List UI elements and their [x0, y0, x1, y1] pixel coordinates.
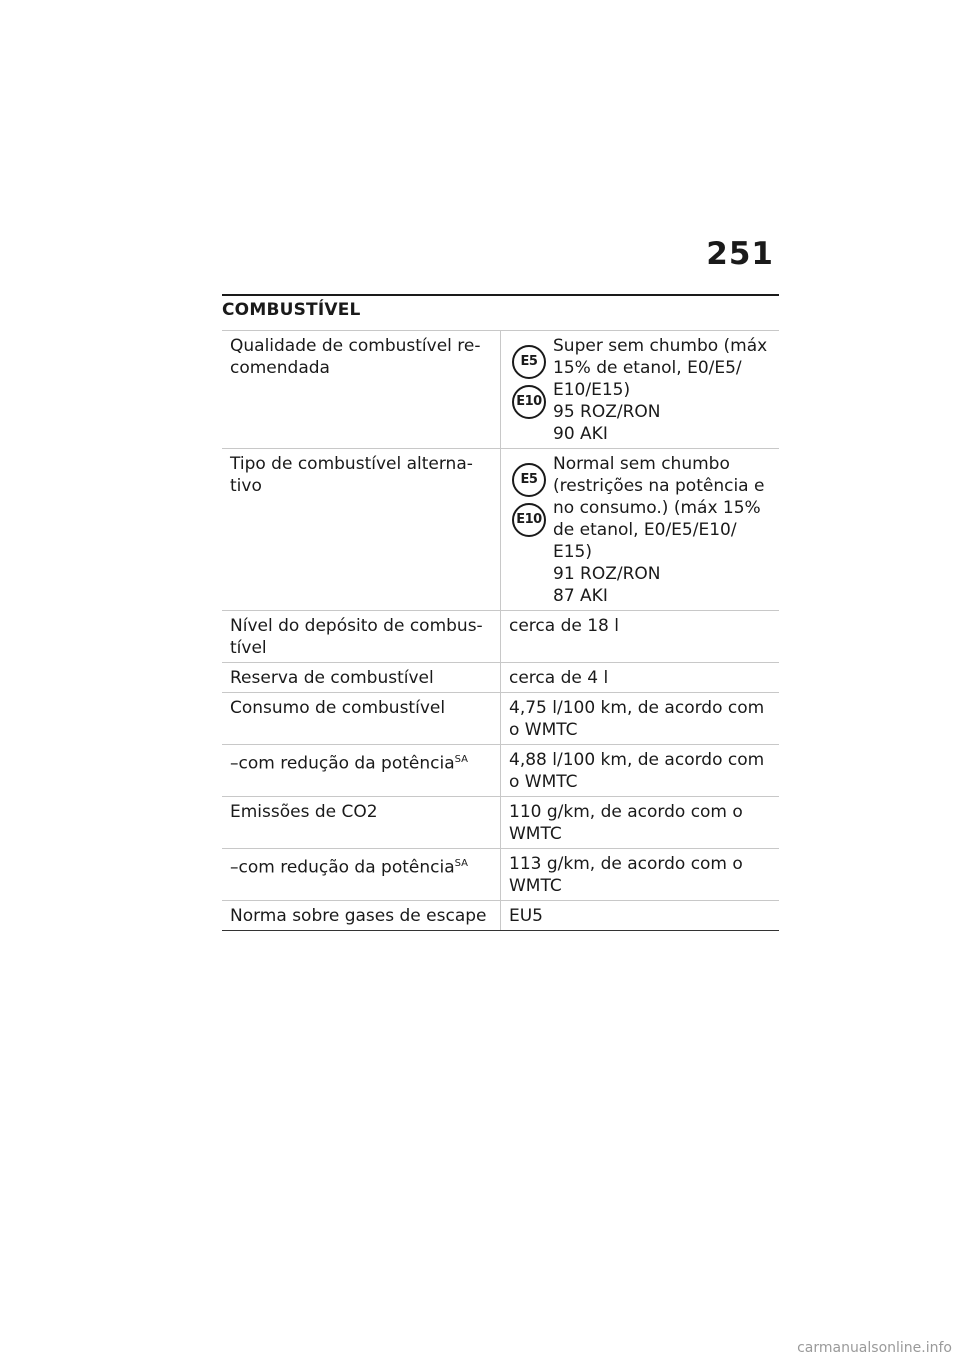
table-row — [222, 663, 779, 693]
table-row — [222, 611, 779, 663]
row-value: 4,75 l/100 km, de acordo com o WMTC — [501, 693, 780, 745]
row-label: –com redução da potência — [230, 753, 455, 774]
row-label: Nível do depósito de combus-tível — [222, 611, 501, 663]
row-value: 4,88 l/100 km, de acordo com o WMTC — [501, 745, 780, 797]
row-value: 110 g/km, de acordo com o WMTC — [501, 797, 780, 849]
table-row — [222, 901, 779, 931]
fuel-description: Normal sem chumbo (restrições na potência e no consumo.) (máx 15% de etanol, E0/E5/E10/ E15) 91 ROZ/RON 87 AKI — [553, 454, 765, 606]
watermark: carmanualsonline.info — [797, 1340, 952, 1356]
section-divider — [222, 294, 779, 296]
fuel-spec-table — [222, 330, 779, 931]
row-label: Emissões de CO2 — [222, 797, 501, 849]
row-label: Tipo de combustível alterna-tivo — [222, 449, 501, 611]
table-row — [222, 331, 779, 449]
table-row — [222, 745, 779, 797]
row-value: cerca de 4 l — [501, 663, 780, 693]
sa-superscript: SA — [454, 858, 468, 869]
e10-fuel-icon: E10 — [512, 385, 546, 419]
row-label: Reserva de combustível — [222, 663, 501, 693]
e10-fuel-icon: E10 — [512, 503, 546, 537]
row-label: –com redução da potência — [230, 857, 455, 878]
row-value: 113 g/km, de acordo com o WMTC — [501, 849, 780, 901]
sa-superscript: SA — [454, 754, 468, 765]
e5-fuel-icon: E5 — [512, 345, 546, 379]
table-row — [222, 693, 779, 745]
row-label: Norma sobre gases de escape — [222, 901, 501, 931]
row-label: Qualidade de combustível re-comendada — [222, 331, 501, 449]
table-row — [222, 449, 779, 611]
table-row — [222, 797, 779, 849]
row-value: EU5 — [501, 901, 780, 931]
row-value: cerca de 18 l — [501, 611, 780, 663]
fuel-description: Super sem chumbo (máx 15% de etanol, E0/E5/ E10/E15) 95 ROZ/RON 90 AKI — [553, 336, 768, 444]
table-row — [222, 849, 779, 901]
e5-fuel-icon: E5 — [512, 463, 546, 497]
row-label: Consumo de combustível — [222, 693, 501, 745]
section-title: COMBUSTÍVEL — [222, 300, 361, 320]
page-number: 251 — [706, 236, 774, 272]
